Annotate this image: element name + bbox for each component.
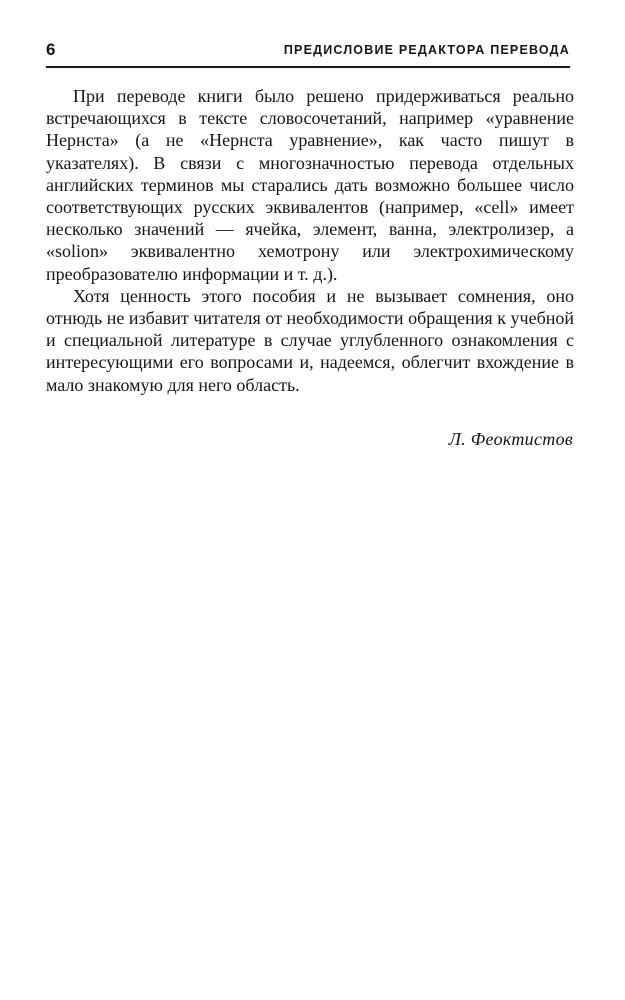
page-number: 6	[46, 40, 56, 59]
paragraph-translation-approach: При переводе книги было решено придерживаться реально встречающихся в тексте словосочетаний, например «уравнение Нернста» (а не «Нернста уравнение», как часто пишут в указателях). В связи с многозначностью перевода отдельных английских терминов мы старались дать возможно большее число соответствующих русских эквивалентов (например, «cell» имеет несколько значений — ячейка, элемент, ванна, электролизер, а «solion» эквивалентно хемотрону или электрохимическому преобразователю информации и т. д.).	[46, 86, 574, 284]
body-text	[46, 85, 574, 396]
paragraph-value-of-book: Хотя ценность этого пособия и не вызывает сомнения, оно отнюдь не избавит читателя от необходимости обращения к учебной и специальной литературе в случае углубленного ознакомления с интересующими его вопросами и, надеемся, облегчит вхождение в мало знакомую для него область.	[46, 285, 574, 395]
editor-signature: Л. Феоктистов	[448, 429, 573, 449]
running-title: ПРЕДИСЛОВИЕ РЕДАКТОРА ПЕРЕВОДА	[283, 43, 570, 57]
running-head	[46, 40, 570, 68]
